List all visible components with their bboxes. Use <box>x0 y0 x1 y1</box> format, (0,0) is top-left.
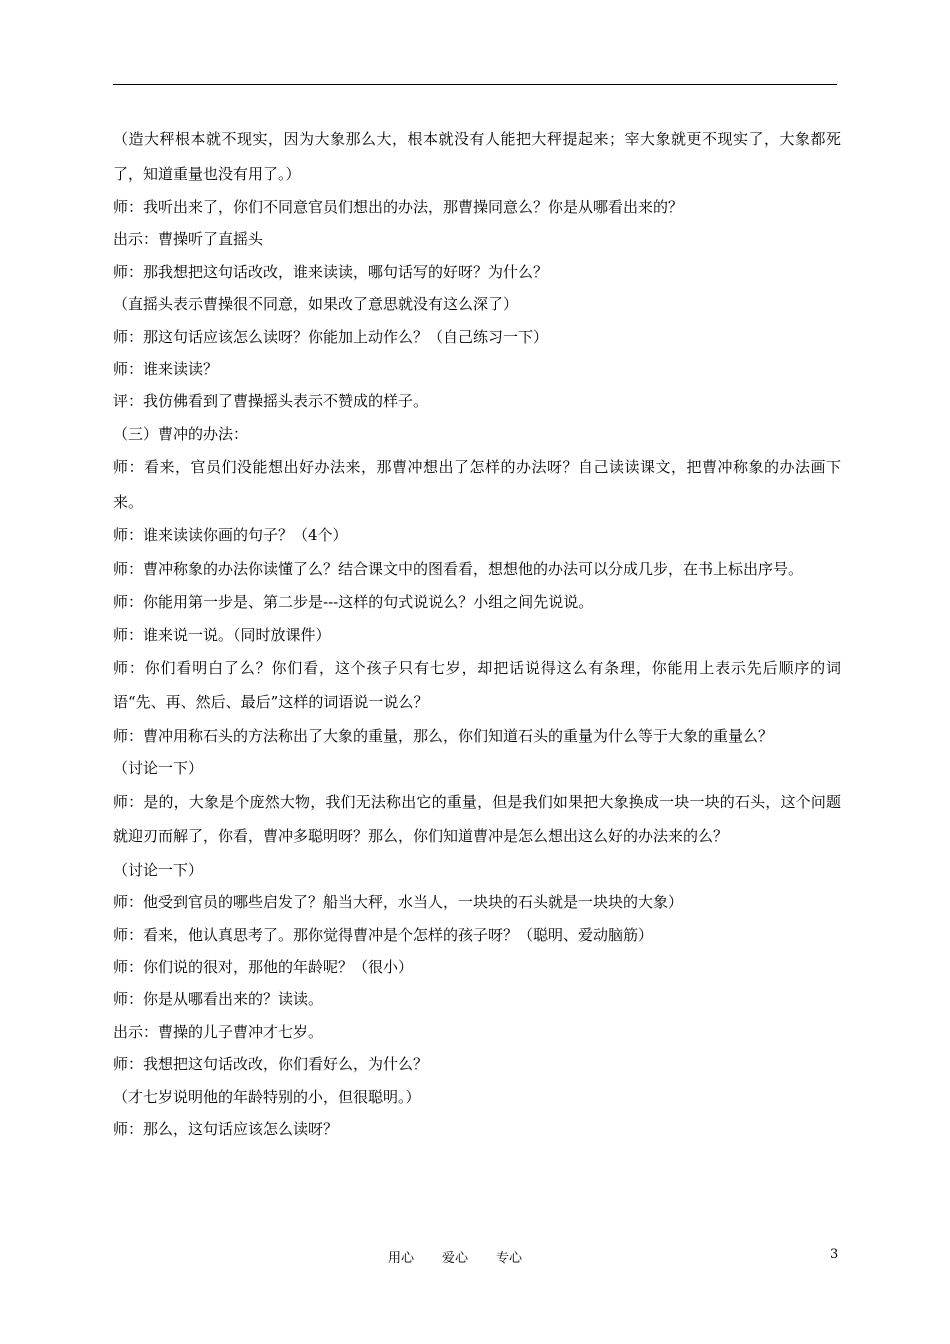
paragraph: 师：看来，官员们没能想出好办法来，那曹冲想出了怎样的办法呀？自己读读课文，把曹冲称象的办法画下来。 <box>113 458 841 511</box>
paragraph: 师：谁来说一说。（同时放课件） <box>113 625 331 644</box>
footer-motto-word: 专心 <box>496 1251 523 1266</box>
paragraph: 评：我仿佛看到了曹操摇头表示不赞成的样子。 <box>113 392 429 411</box>
paragraph: 师：那这句话应该怎么读呀？你能加上动作么？（自己练习一下） <box>113 327 549 346</box>
header-rule <box>113 84 837 85</box>
paragraph: （直摇头表示曹操很不同意，如果改了意思就没有这么深了） <box>113 295 519 314</box>
paragraph: 师：是的，大象是个庞然大物，我们无法称出它的重量，但是我们如果把大象换成一块一块的石头，这个问题就迎刃而解了，你看，曹冲多聪明呀？那么，你们知道曹冲是怎么想出这么好的办法来的么？ <box>113 792 841 846</box>
footer-motto-word: 用心 <box>388 1251 415 1266</box>
section-heading: （三）曹冲的办法： <box>113 424 249 443</box>
document-body <box>113 122 841 1145</box>
page-number: 3 <box>830 1247 839 1262</box>
paragraph: 师：我想把这句话改改，你们看好么，为什么？ <box>113 1055 429 1074</box>
paragraph: 出示：曹操的儿子曹冲才七岁。 <box>113 1022 324 1041</box>
footer-motto-word: 爱心 <box>442 1251 469 1266</box>
paragraph: 师：你能用第一步是、第二步是---这样的句式说说么？小组之间先说说。 <box>113 593 594 612</box>
paragraph: （讨论一下） <box>113 860 204 879</box>
paragraph: 师：曹冲称象的办法你读懂了么？结合课文中的图看看，想想他的办法可以分成几步，在书上标出序号。 <box>113 559 804 578</box>
paragraph: 师：那么，这句话应该怎么读呀？ <box>113 1120 339 1139</box>
paragraph: 师：谁来读读？ <box>113 360 219 379</box>
page-footer <box>0 1247 950 1267</box>
paragraph: 师：那我想把这句话改改，谁来读读，哪句话写的好呀？为什么？ <box>113 262 549 281</box>
paragraph: 师：你们看明白了么？你们看，这个孩子只有七岁，却把话说得这么有条理，你能用上表示先后顺序的词语“先、再、然后、最后”这样的词语说一说么？ <box>113 658 841 712</box>
paragraph: 师：他受到官员的哪些启发了？船当大秤，水当人，一块块的石头就是一块块的大象） <box>113 893 684 912</box>
paragraph: 师：曹冲用称石头的方法称出了大象的重量，那么，你们知道石头的重量为什么等于大象的重量么？ <box>113 726 774 745</box>
paragraph: （讨论一下） <box>113 759 204 778</box>
paragraph: 出示：曹操听了直摇头 <box>113 230 264 249</box>
paragraph: （才七岁说明他的年龄特别的小，但很聪明。） <box>113 1087 421 1106</box>
footer-motto <box>388 1247 550 1266</box>
paragraph: 师：我听出来了，你们不同意官员们想出的办法，那曹操同意么？你是从哪看出来的？ <box>113 198 684 216</box>
paragraph: 师：你们说的很对，那他的年龄呢？（很小） <box>113 958 414 976</box>
paragraph: （造大秤根本就不现实，因为大象那么大，根本就没有人能把大秤提起来；宰大象就更不现实了，大象都死了，知道重量也没有用了。） <box>113 130 841 183</box>
paragraph: 师：谁来读读你画的句子？（4个） <box>113 526 348 545</box>
paragraph: 师：你是从哪看出来的？读读。 <box>113 990 324 1009</box>
paragraph: 师：看来，他认真思考了。那你觉得曹冲是个怎样的孩子呀？（聪明、爱动脑筋） <box>113 925 654 944</box>
